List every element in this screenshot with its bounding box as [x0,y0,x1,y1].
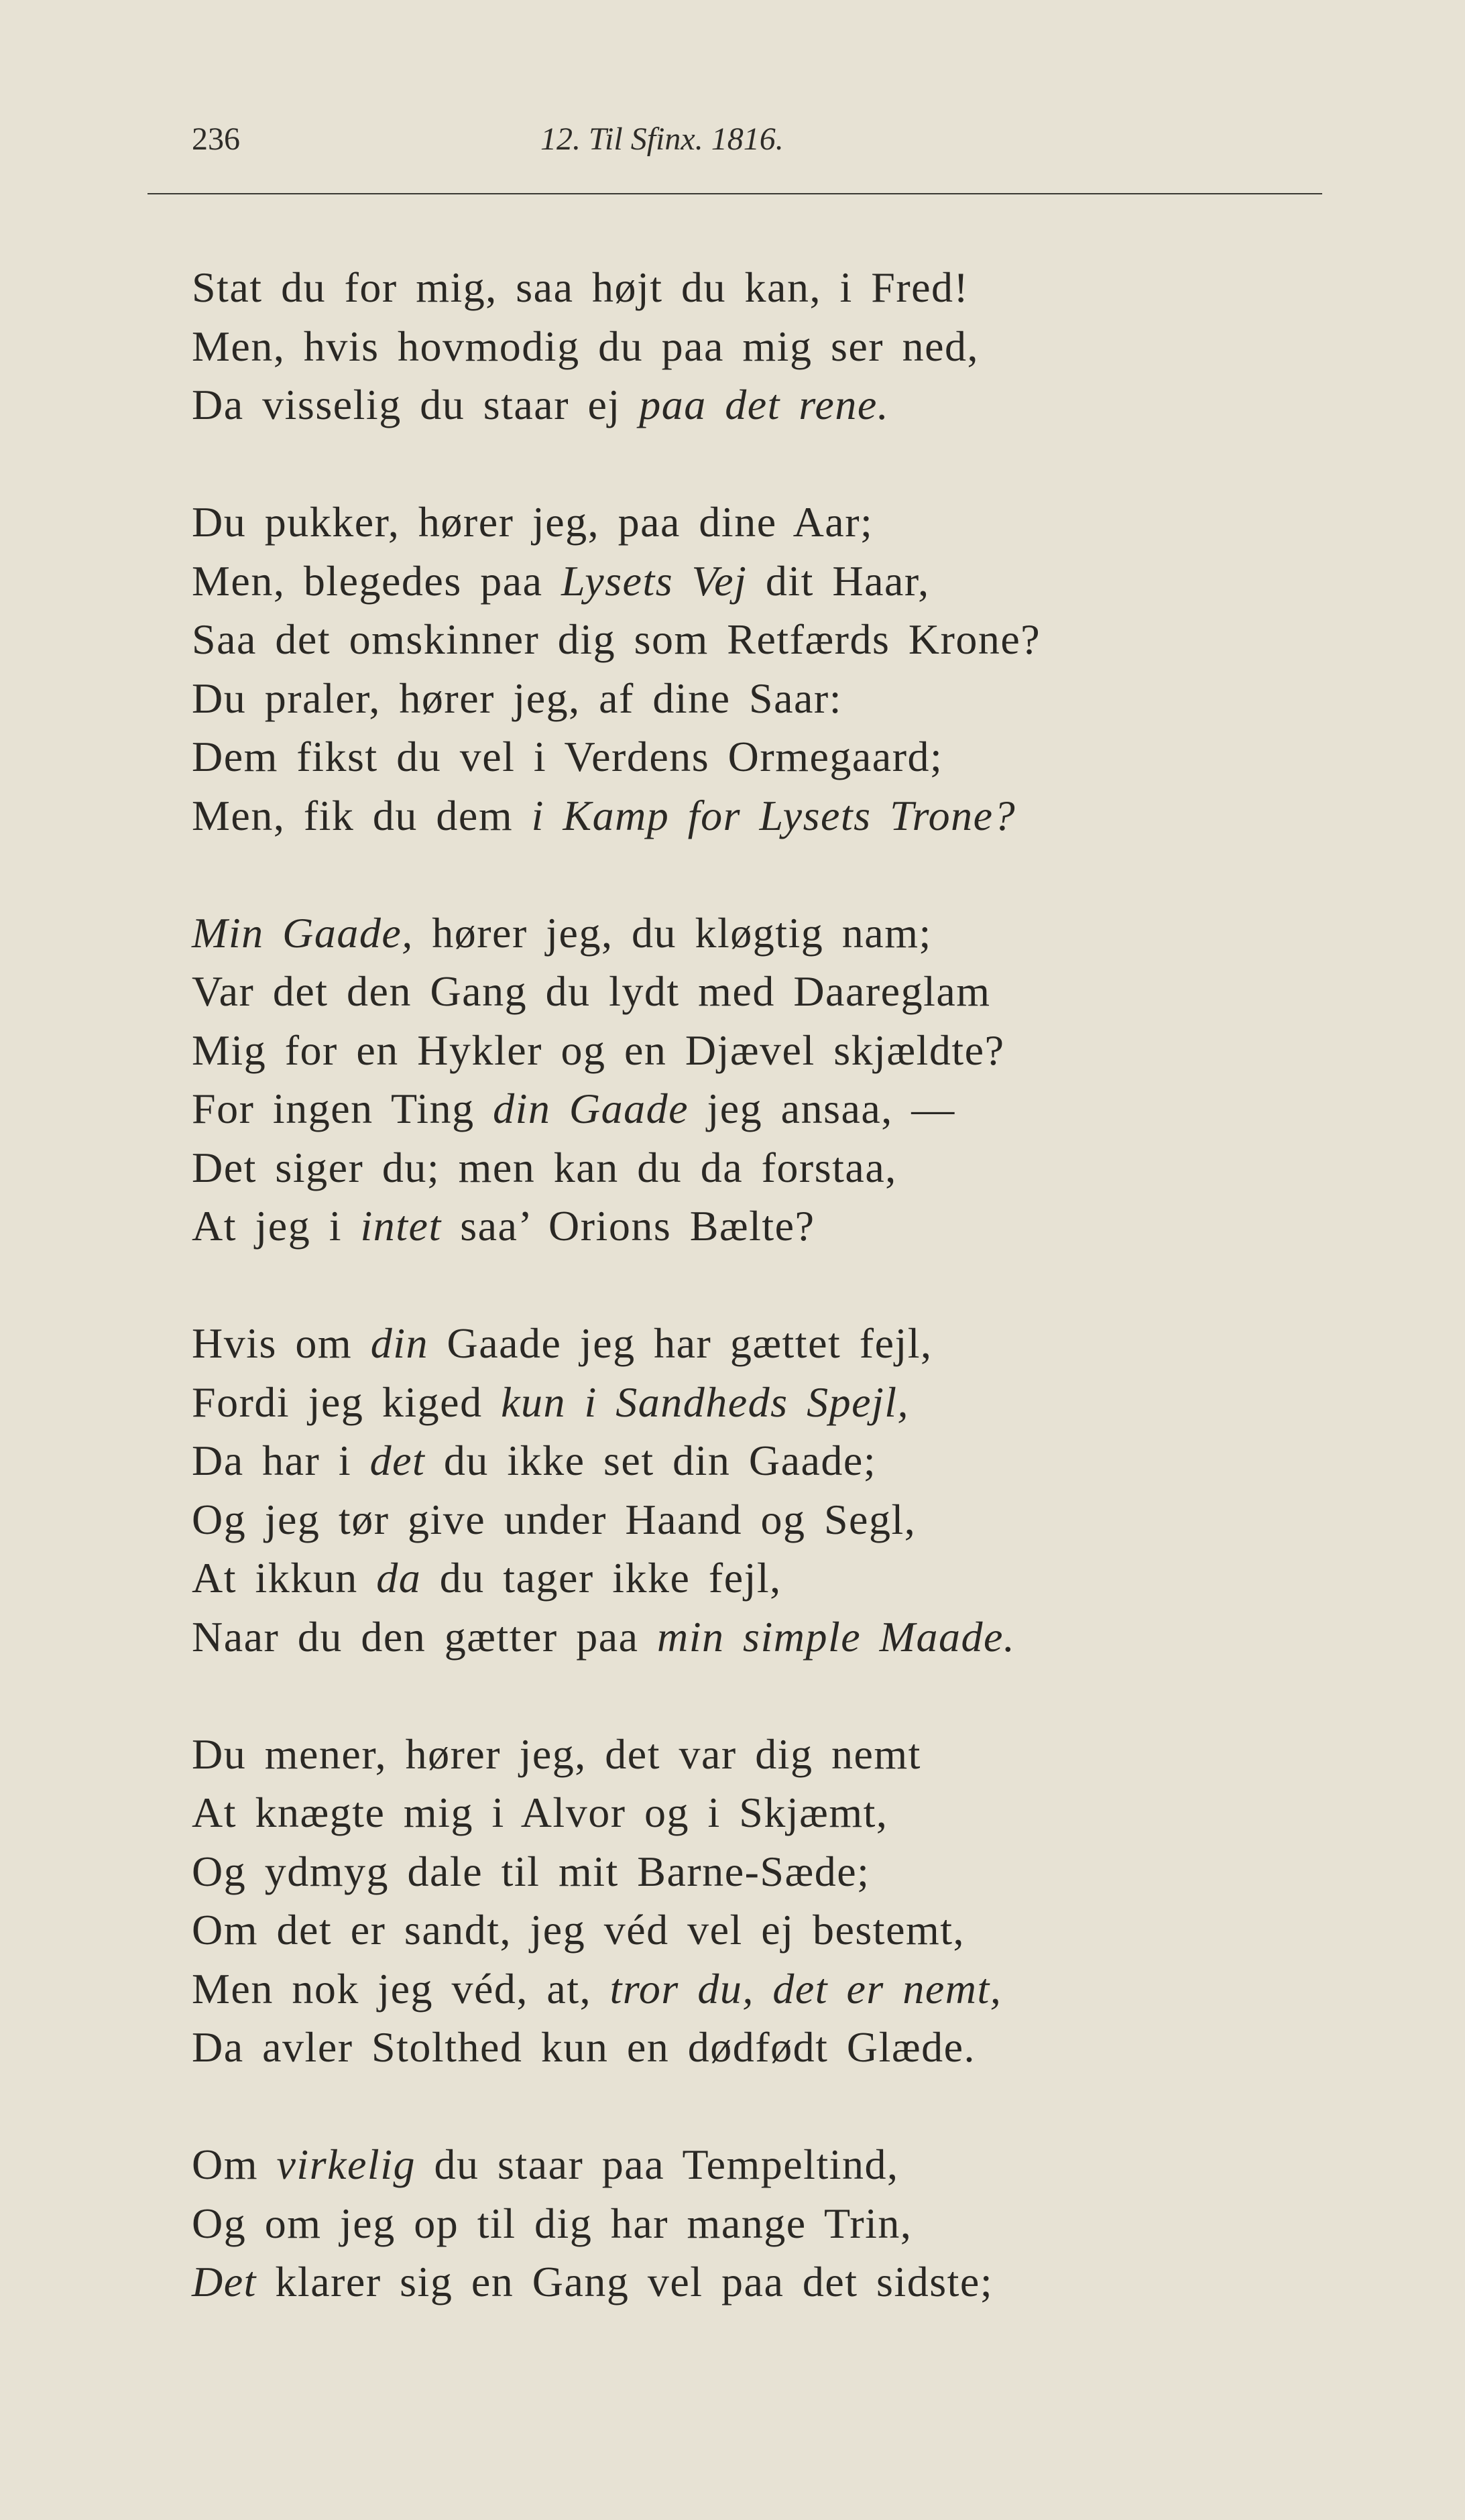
stanza [192,904,1291,1256]
line-text: Da avler Stolthed kun en dødfødt Glæde. [192,2023,976,2071]
italic-text: intet [360,1202,442,1250]
line-text: At ikkun [192,1554,377,1602]
poem-line [192,1431,1291,1490]
poem-line [192,1314,1291,1373]
line-text: Stat du for mig, saa højt du kan, i Fred! [192,263,970,311]
poem-line [192,786,1291,845]
line-text: Gaade jeg har gættet fejl, [428,1319,933,1367]
line-text: Du praler, hører jeg, af dine Saar: [192,674,842,722]
poem-line [192,2194,1291,2253]
italic-text: din Gaade [493,1085,689,1132]
header-rule [148,193,1322,194]
poem-body [192,258,1291,2370]
line-text: du staar paa Tempeltind, [415,2141,899,2188]
italic-text: Min Gaade, [192,908,414,957]
line-text: Naar du den gætter paa [192,1612,658,1661]
line-text: Men, blegedes paa [192,556,562,605]
poem-line [192,1608,1291,1667]
poem-line [192,727,1291,786]
italic-text: tror du, det er nemt, [609,1964,1002,2013]
poem-line [192,2253,1291,2312]
poem-line [192,493,1291,552]
line-text: Dem fikst du vel i Verdens Ormegaard; [192,733,943,780]
line-text: Om det er sandt, jeg véd vel ej bestemt, [192,1906,965,1954]
line-text: klarer sig en Gang vel paa det sidste; [256,2258,994,2305]
italic-text: din [370,1319,428,1367]
line-text: Og jeg tør give under Haand og Segl, [192,1495,917,1543]
poem-line [192,1490,1291,1549]
running-title: 12. Til Sfinx. 1816. [540,121,784,157]
poem-line [192,258,1291,317]
line-text: jeg ansaa, — [688,1085,955,1132]
italic-text: paa det rene. [639,381,890,428]
poem-line [192,552,1291,611]
poem-line [192,2135,1291,2194]
line-text: du tager ikke fejl, [421,1554,782,1602]
line-text: At knægte mig i Alvor og i Skjæmt, [192,1789,888,1836]
line-text: Og om jeg op til dig har mange Trin, [192,2199,913,2247]
line-text: Og ydmyg dale til mit Barne-Sæde; [192,1847,870,1895]
poem-line [192,962,1291,1021]
poem-line [192,1549,1291,1608]
stanza [192,493,1291,845]
line-text: Var det den Gang du lydt med Daareglam [192,967,991,1015]
page-number: 236 [192,121,240,157]
italic-text: i Kamp for Lysets Trone? [531,791,1016,839]
stanza [192,2135,1291,2312]
poem-line [192,1960,1291,2019]
line-text: Hvis om [192,1319,371,1367]
poem-line [192,1138,1291,1197]
stanza [192,258,1291,434]
poem-line [192,1079,1291,1138]
poem-line [192,669,1291,728]
poem-line [192,2018,1291,2077]
line-text: Mig for en Hykler og en Djævel skjældte? [192,1026,1005,1074]
italic-text: da [376,1554,422,1602]
poem-line [192,375,1291,434]
italic-text: kun i Sandheds Spejl, [501,1378,910,1426]
line-text: saa’ Orions Bælte? [441,1202,815,1250]
line-text: Da har i [192,1437,370,1484]
line-text: Men, hvis hovmodig du paa mig ser ned, [192,322,979,370]
poem-line [192,1197,1291,1256]
line-text: Du mener, hører jeg, det var dig nemt [192,1730,921,1778]
italic-text: virkelig [276,2141,416,2188]
line-text: Men, fik du dem [192,791,532,839]
line-text: Men nok jeg véd, at, [192,1964,610,2013]
italic-text: Lysets Vej [561,556,748,605]
poem-line [192,317,1291,376]
poem-line [192,1901,1291,1960]
line-text: Om [192,2141,277,2188]
stanza [192,1725,1291,2077]
line-text: du ikke set din Gaade; [425,1437,877,1484]
line-text: For ingen Ting [192,1085,493,1132]
poem-line [192,1021,1291,1080]
poem-line [192,1725,1291,1784]
line-text: At jeg i [192,1202,361,1250]
line-text: Du pukker, hører jeg, paa dine Aar; [192,498,874,546]
line-text: Det siger du; men kan du da forstaa, [192,1143,897,1191]
italic-text: det [369,1437,426,1484]
poem-line [192,904,1291,963]
italic-text: min simple Maade. [657,1612,1016,1661]
poem-line [192,610,1291,669]
poem-line [192,1373,1291,1432]
line-text: Fordi jeg kiged [192,1378,502,1426]
line-text: hører jeg, du kløgtig nam; [413,908,932,957]
poem-line [192,1783,1291,1842]
line-text: dit Haar, [747,556,930,605]
italic-text: Det [192,2258,257,2305]
line-text: Saa det omskinner dig som Retfærds Krone? [192,615,1041,663]
stanza [192,1314,1291,1666]
line-text: Da visselig du staar ej [192,381,640,428]
poem-line [192,1842,1291,1901]
page-header [192,121,1318,168]
